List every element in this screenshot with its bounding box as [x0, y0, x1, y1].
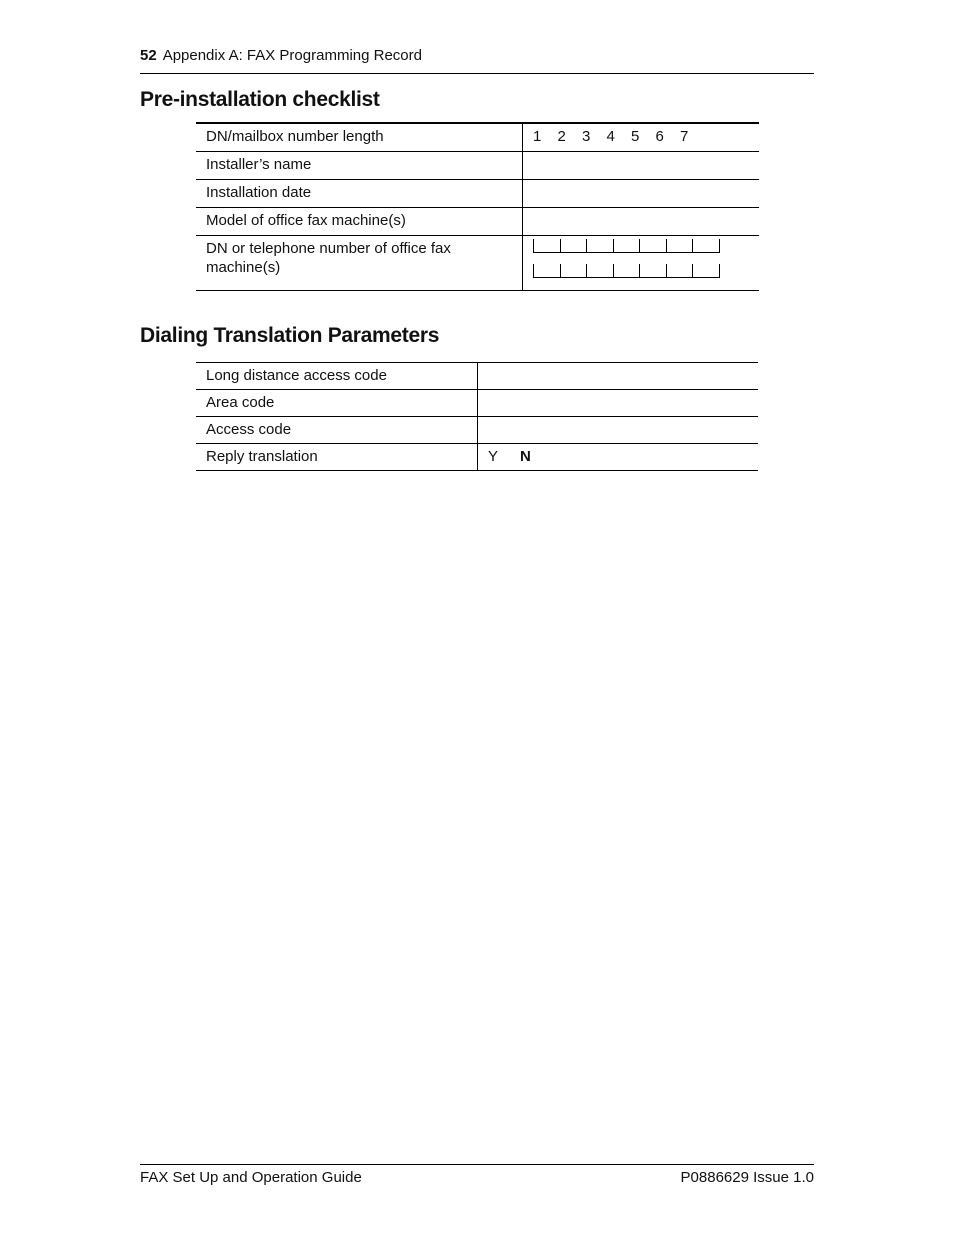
- table-row: [196, 390, 758, 417]
- pre-installation-title: Pre-installation checklist: [140, 88, 380, 111]
- digit-option: 1: [533, 128, 542, 145]
- table-row: [196, 207, 759, 235]
- digit-option: 6: [655, 128, 664, 145]
- pre-installation-table: [196, 122, 759, 291]
- dialing-translation-title: Dialing Translation Parameters: [140, 324, 440, 347]
- document-number: P0886629 Issue 1.0: [680, 1169, 814, 1186]
- digit-option: 5: [631, 128, 640, 145]
- digit-box[interactable]: [692, 264, 720, 278]
- digit-box-row: [533, 239, 759, 253]
- no-option[interactable]: N: [520, 448, 531, 465]
- digit-box[interactable]: [560, 239, 587, 253]
- table-row: [196, 444, 758, 471]
- table-row: [196, 363, 758, 390]
- digit-option: 2: [557, 128, 566, 145]
- guide-title: FAX Set Up and Operation Guide: [140, 1169, 362, 1186]
- table-row: [196, 151, 759, 179]
- row-label: Model of office fax machine(s): [196, 207, 523, 235]
- row-label: Reply translation: [196, 444, 478, 471]
- row-label: Access code: [196, 417, 478, 444]
- fax-model-field[interactable]: [523, 207, 760, 235]
- installation-date-field[interactable]: [523, 179, 760, 207]
- digit-box[interactable]: [692, 239, 720, 253]
- page-number: 52: [140, 47, 157, 64]
- reply-translation-options: [478, 444, 759, 471]
- area-code-field[interactable]: [478, 390, 759, 417]
- digit-box[interactable]: [533, 239, 560, 253]
- digit-box[interactable]: [586, 264, 613, 278]
- row-label: Long distance access code: [196, 363, 478, 390]
- row-label: Installer’s name: [196, 151, 523, 179]
- row-label: Installation date: [196, 179, 523, 207]
- digit-box[interactable]: [586, 239, 613, 253]
- digit-box[interactable]: [639, 239, 666, 253]
- digit-option: 7: [680, 128, 689, 145]
- installer-name-field[interactable]: [523, 151, 760, 179]
- digit-box[interactable]: [639, 264, 666, 278]
- dialing-translation-table: [196, 362, 758, 471]
- digit-option: 3: [582, 128, 591, 145]
- access-code-field[interactable]: [478, 417, 759, 444]
- row-label: DN or telephone number of office fax machine(s): [196, 235, 523, 290]
- digit-box-row: [533, 264, 759, 278]
- digit-option: 4: [606, 128, 615, 145]
- chapter-title: Appendix A: FAX Programming Record: [162, 47, 422, 64]
- table-row: [196, 179, 759, 207]
- table-row: [196, 123, 759, 151]
- digit-box[interactable]: [666, 264, 693, 278]
- digit-options: [523, 123, 760, 151]
- page-footer: [140, 1164, 814, 1195]
- long-distance-code-field[interactable]: [478, 363, 759, 390]
- fax-number-boxes[interactable]: [523, 235, 760, 290]
- digit-box[interactable]: [666, 239, 693, 253]
- yes-option[interactable]: Y: [488, 448, 499, 465]
- page-header: [140, 47, 814, 74]
- digit-box[interactable]: [560, 264, 587, 278]
- digit-box[interactable]: [613, 239, 640, 253]
- table-row: [196, 235, 759, 290]
- digit-box[interactable]: [613, 264, 640, 278]
- table-row: [196, 417, 758, 444]
- digit-box[interactable]: [533, 264, 560, 278]
- row-label: Area code: [196, 390, 478, 417]
- row-label: DN/mailbox number length: [196, 123, 523, 151]
